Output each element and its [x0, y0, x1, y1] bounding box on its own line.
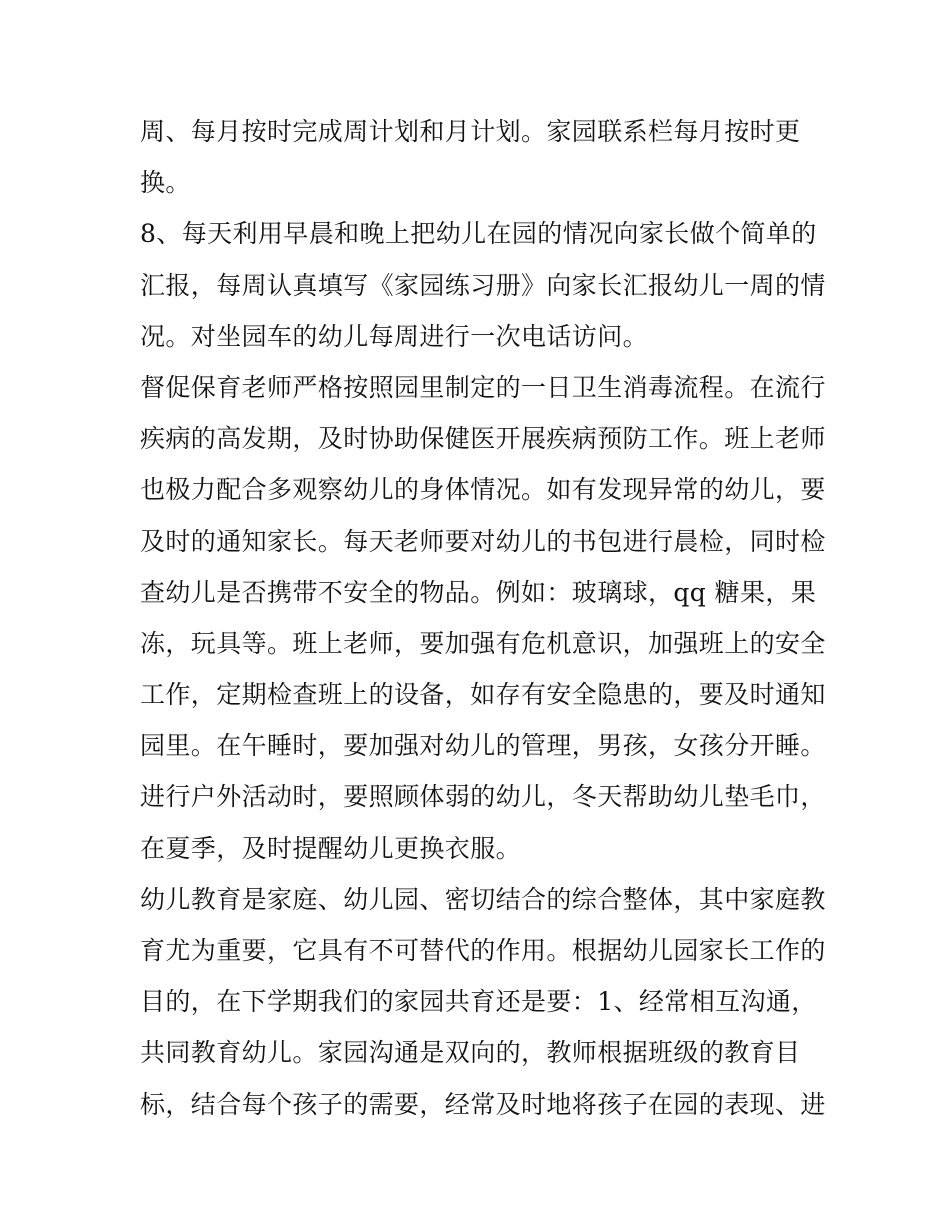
document-body [140, 106, 826, 1130]
text-line: 育尤为重要，它具有不可替代的作用。根据幼儿园家长工作的 [140, 936, 826, 965]
text-line: 园里。在午睡时，要加强对幼儿的管理，男孩，女孩分开睡。 [140, 731, 826, 761]
text-line: 况。对坐园车的幼儿每周进行一次电话访问。 [140, 321, 649, 351]
paragraph-4 [140, 874, 826, 1130]
text-line: 目的，在下学期我们的家园共育还是要：1、经常相互沟通， [140, 987, 817, 1017]
text-line: 及时的通知家长。每天老师要对幼儿的书包进行晨检，同时检 [140, 526, 826, 556]
text-line: 在夏季，及时提醒幼儿更换衣服。 [140, 833, 522, 863]
text-line: 汇报，每周认真填写《家园练习册》向家长汇报幼儿一周的情 [140, 270, 826, 300]
text-line: 督促保育老师严格按照园里制定的一日卫生消毒流程。在流行 [140, 372, 826, 402]
text-line: 标，结合每个孩子的需要，经常及时地将孩子在园的表现、进 [140, 1089, 826, 1119]
paragraph-3 [140, 362, 826, 874]
text-line: 也极力配合多观察幼儿的身体情况。如有发现异常的幼儿，要 [140, 475, 826, 505]
text-line: 查幼儿是否携带不安全的物品。例如：玻璃球，qq 糖果，果 [140, 577, 817, 607]
text-line: 8、每天利用早晨和晚上把幼儿在园的情况向家长做个简单的 [140, 219, 817, 249]
text-line: 疾病的高发期，及时协助保健医开展疾病预防工作。班上老师 [140, 424, 826, 454]
text-line: 幼儿教育是家庭、幼儿园、密切结合的综合整体，其中家庭教 [140, 884, 826, 914]
text-line: 周、每月按时完成周计划和月计划。家园联系栏每月按时更 [140, 117, 801, 146]
text-line: 共同教育幼儿。家园沟通是双向的，教师根据班级的教育目 [140, 1038, 801, 1068]
text-line: 换。 [140, 168, 191, 198]
paragraph-2 [140, 208, 826, 362]
text-line: 冻，玩具等。班上老师，要加强有危机意识，加强班上的安全 [140, 628, 826, 658]
paragraph-1 [140, 106, 820, 208]
text-line: 工作，定期检查班上的设备，如存有安全隐患的，要及时通知 [140, 680, 826, 710]
text-line: 进行户外活动时，要照顾体弱的幼儿，冬天帮助幼儿垫毛巾， [140, 782, 826, 812]
